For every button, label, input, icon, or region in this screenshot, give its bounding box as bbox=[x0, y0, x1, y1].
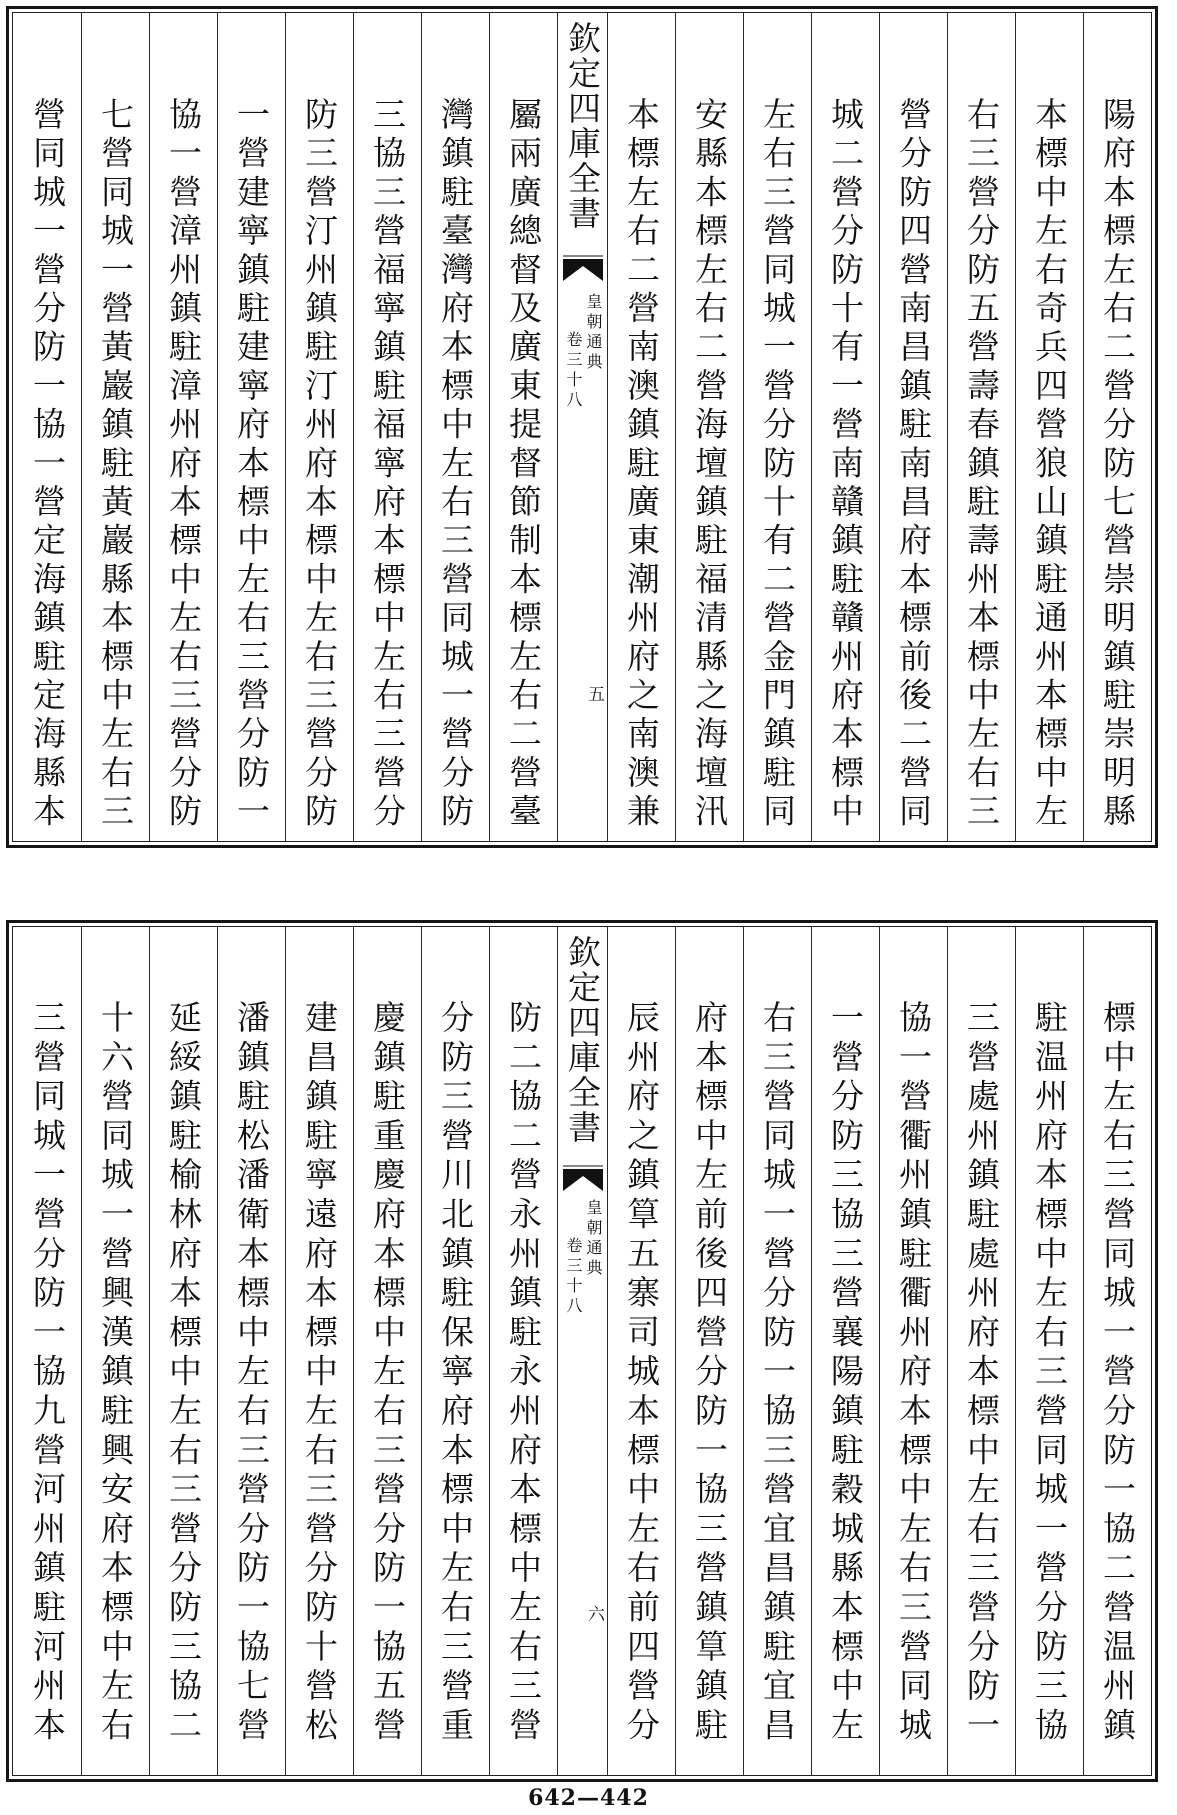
column-text: 府本標中左前後四營分防一協三營鎮筸鎮駐 bbox=[690, 1000, 729, 1747]
lower-half-leaf bbox=[6, 920, 1158, 1782]
volume-number: 卷三十八 bbox=[564, 331, 583, 411]
column-text: 協一營衢州鎮駐衢州府本標中左右三營同城 bbox=[894, 1000, 933, 1747]
column-text: 十六營同城一營興漢鎮駐興安府本標中左右 bbox=[96, 1000, 135, 1747]
text-column bbox=[353, 13, 421, 841]
text-column bbox=[149, 13, 217, 841]
text-column bbox=[947, 13, 1015, 841]
text-column bbox=[285, 13, 353, 841]
text-column bbox=[149, 927, 217, 1775]
leaf-number: 六 bbox=[584, 1605, 604, 1626]
column-text: 本標中左右奇兵四營狼山鎮駐通州本標中左 bbox=[1030, 97, 1069, 833]
column-text: 駐温州府本標中左右三營同城一營分防三協 bbox=[1030, 1000, 1069, 1747]
text-column bbox=[13, 13, 81, 841]
column-text: 標中左右三營同城一營分防一協二營温州鎮 bbox=[1098, 1000, 1137, 1747]
text-column bbox=[879, 13, 947, 841]
column-text: 防二協二營永州鎮駐永州府本標中左右三營 bbox=[504, 1000, 543, 1747]
page-number: 642—442 bbox=[528, 1785, 649, 1811]
text-column bbox=[285, 927, 353, 1775]
column-text: 右三營分防五營壽春鎮駐壽州本標中左右三 bbox=[962, 97, 1001, 833]
column-text: 防三營汀州鎮駐汀州府本標中左右三營分防 bbox=[300, 97, 339, 833]
text-column bbox=[879, 927, 947, 1775]
series-title: 欽定四庫全書 bbox=[563, 21, 602, 231]
column-text: 一營分防三協三營襄陽鎮駐穀城縣本標中左 bbox=[826, 1000, 865, 1747]
text-column bbox=[81, 13, 149, 841]
column-text: 協一營漳州鎮駐漳州府本標中左右三營分防 bbox=[164, 97, 203, 833]
text-column bbox=[353, 927, 421, 1775]
text-column bbox=[217, 13, 285, 841]
text-column bbox=[947, 927, 1015, 1775]
text-column bbox=[607, 927, 675, 1775]
column-text: 分防三營川北鎮駐保寧府本標中左右三營重 bbox=[436, 1000, 475, 1747]
column-text: 城二營分防十有一營南贛鎮駐贛州府本標中 bbox=[826, 97, 865, 833]
center-fold-column bbox=[557, 927, 607, 1775]
text-column bbox=[743, 927, 811, 1775]
text-column bbox=[489, 13, 557, 841]
column-text: 本標左右二營南澳鎮駐廣東潮州府之南澳兼 bbox=[622, 97, 661, 833]
text-column bbox=[675, 927, 743, 1775]
column-text: 七營同城一營黃巖鎮駐黃巖縣本標中左右三 bbox=[96, 97, 135, 833]
leaf-number: 五 bbox=[584, 685, 604, 706]
column-text: 辰州府之鎮筸五寨司城本標中左右前四營分 bbox=[622, 1000, 661, 1747]
column-text: 左右三營同城一營分防十有二營金門鎮駐同 bbox=[758, 97, 797, 833]
column-text: 三營處州鎮駐處州府本標中左右三營分防一 bbox=[962, 1000, 1001, 1747]
book-title: 皇朝通典 bbox=[584, 293, 603, 373]
text-column bbox=[1083, 927, 1151, 1775]
column-text: 屬兩廣總督及廣東提督節制本標左右二營臺 bbox=[504, 97, 543, 833]
text-column bbox=[675, 13, 743, 841]
text-column bbox=[811, 13, 879, 841]
fish-tail-mark bbox=[563, 255, 603, 283]
text-column bbox=[421, 927, 489, 1775]
text-column bbox=[489, 927, 557, 1775]
upper-half-leaf bbox=[6, 6, 1158, 848]
center-fold-column bbox=[557, 13, 607, 841]
column-text: 一營建寧鎮駐建寧府本標中左右三營分防一 bbox=[232, 97, 271, 833]
volume-number: 卷三十八 bbox=[564, 1237, 583, 1317]
book-title: 皇朝通典 bbox=[584, 1199, 603, 1279]
text-column bbox=[1015, 13, 1083, 841]
series-title: 欽定四庫全書 bbox=[563, 935, 602, 1145]
text-column bbox=[1015, 927, 1083, 1775]
text-frame bbox=[12, 12, 1152, 842]
column-text: 營分防四營南昌鎮駐南昌府本標前後二營同 bbox=[894, 97, 933, 833]
column-text: 潘鎮駐松潘衛本標中左右三營分防一協七營 bbox=[232, 1000, 271, 1747]
column-text: 建昌鎮駐寧遠府本標中左右三營分防十營松 bbox=[300, 1000, 339, 1747]
text-column bbox=[217, 927, 285, 1775]
column-text: 慶鎮駐重慶府本標中左右三營分防一協五營 bbox=[368, 1000, 407, 1747]
column-text: 灣鎮駐臺灣府本標中左右三營同城一營分防 bbox=[436, 97, 475, 833]
column-text: 安縣本標左右二營海壇鎮駐福清縣之海壇汛 bbox=[690, 97, 729, 833]
text-column bbox=[811, 927, 879, 1775]
text-column bbox=[13, 927, 81, 1775]
column-text: 陽府本標左右二營分防七營崇明鎮駐崇明縣 bbox=[1098, 97, 1137, 833]
column-text: 營同城一營分防一協一營定海鎮駐定海縣本 bbox=[28, 97, 67, 833]
text-column bbox=[1083, 13, 1151, 841]
column-text: 右三營同城一營分防一協三營宜昌鎮駐宜昌 bbox=[758, 1000, 797, 1747]
text-column bbox=[421, 13, 489, 841]
fish-tail-mark bbox=[563, 1165, 603, 1193]
column-text: 三協三營福寧鎮駐福寧府本標中左右三營分 bbox=[368, 97, 407, 833]
text-column bbox=[743, 13, 811, 841]
text-frame bbox=[12, 926, 1152, 1776]
text-column bbox=[81, 927, 149, 1775]
column-text: 延綏鎮駐榆林府本標中左右三營分防三協二 bbox=[164, 1000, 203, 1747]
column-text: 三營同城一營分防一協九營河州鎮駐河州本 bbox=[28, 1000, 67, 1747]
text-column bbox=[607, 13, 675, 841]
